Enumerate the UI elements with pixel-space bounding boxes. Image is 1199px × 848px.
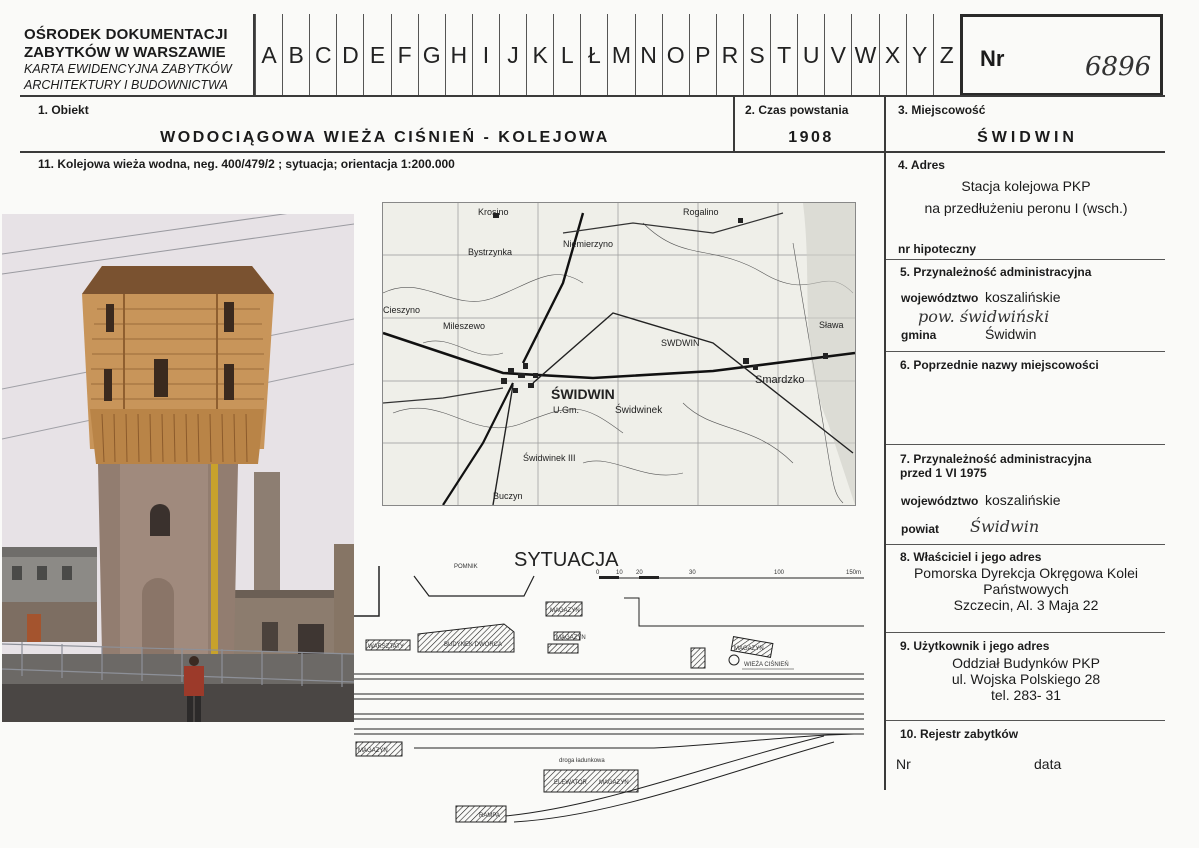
admin75-label-1: 7. Przynależność administracyjna	[900, 452, 1092, 466]
institution-name-line2: ZABYTKÓW W WARSZAWIE	[24, 44, 226, 61]
building-label: ELEWATOR	[554, 780, 587, 786]
building-label: MAGAZYN	[734, 646, 764, 652]
alphabet-letter: R	[716, 14, 743, 96]
illustration-caption: 11. Kolejowa wieża wodna, neg. 400/479/2 ; sytuacja; orientacja 1:200.000	[38, 157, 455, 171]
header-bottom-rule	[20, 95, 1165, 97]
rule-9	[886, 720, 1165, 721]
hipoteczny-label: nr hipoteczny	[898, 242, 977, 256]
rejestr-nr: Nr	[896, 756, 911, 772]
wlasciciel-line2: Państwowych	[983, 581, 1069, 597]
alphabet-letter: P	[689, 14, 716, 96]
building-label: WARSZTATY	[368, 644, 404, 650]
alphabet-letter: M	[607, 14, 634, 96]
pomnik-label: POMNIK	[454, 564, 478, 570]
miejscowosc-value: ŚWIDWIN	[977, 129, 1078, 146]
wlasciciel-label: 8. Właściciel i jego adres	[900, 550, 1042, 564]
water-tower-label: WIEŻA CIŚNIEŃ	[744, 662, 789, 668]
alphabet-letter: D	[336, 14, 363, 96]
wlasciciel-line1: Pomorska Dyrekcja Okręgowa Kolei	[913, 565, 1139, 581]
alphabet-letter: I	[472, 14, 499, 96]
road-label: droga ładunkowa	[559, 758, 605, 764]
gmina-label: gmina	[901, 328, 937, 342]
alphabet-letter: N	[635, 14, 662, 96]
alphabet-letter: E	[363, 14, 390, 96]
gmina-value: Świdwin	[985, 326, 1037, 342]
building-label: MAGAZYN	[556, 635, 586, 641]
alphabet-letter: F	[391, 14, 418, 96]
scale-tick: 10	[616, 570, 623, 576]
alphabet-letter: A	[255, 14, 282, 96]
building-label: MAGAZYN	[599, 780, 629, 786]
row1-bottom-rule	[20, 151, 1165, 153]
divider-header	[253, 14, 255, 96]
situation-title: SYTUACJA	[514, 549, 619, 571]
map-label: Cieszyno	[383, 305, 421, 315]
woj75-label: województwo	[901, 494, 979, 508]
scale-tick: 100	[774, 570, 785, 576]
rule-5	[886, 351, 1165, 352]
czas-label: 2. Czas powstania	[745, 103, 849, 117]
rule-6	[886, 444, 1165, 445]
alphabet-letter: U	[797, 14, 824, 96]
alphabet-letter: Y	[906, 14, 933, 96]
alphabet-letter: Ł	[580, 14, 607, 96]
wojewodztwo-value: koszalińskie	[985, 289, 1061, 305]
adres-line2: na przedłużeniu peronu I (wsch.)	[924, 200, 1128, 216]
miejscowosc-label: 3. Miejscowość	[898, 103, 986, 117]
map-label: Smardzko	[755, 374, 805, 386]
wlasciciel-line3: Szczecin, Al. 3 Maja 22	[953, 597, 1099, 613]
powiat75-value: Świdwin	[970, 517, 1040, 536]
tower-photo	[2, 214, 354, 722]
scale-tick: 0	[596, 570, 600, 576]
map-label: Mileszewo	[443, 321, 486, 331]
poprzednie-label: 6. Poprzednie nazwy miejscowości	[900, 358, 1099, 372]
alphabet-letter: H	[445, 14, 472, 96]
rejestr-data: data	[1034, 756, 1062, 772]
wojewodztwo-label: województwo	[901, 291, 979, 305]
map-label: SWDWIN	[661, 338, 700, 348]
card-type-line1: KARTA EWIDENCYJNA ZABYTKÓW	[24, 62, 232, 76]
building-label: MAGAZYN	[358, 748, 388, 754]
scale-tick: 30	[689, 570, 696, 576]
divider-obiekt-czas	[733, 95, 735, 153]
alphabet-letter: W	[851, 14, 878, 96]
alphabet-index	[255, 14, 960, 96]
alphabet-letter: V	[824, 14, 851, 96]
building-label: MAGAZYN	[550, 608, 580, 614]
rule-8	[886, 632, 1165, 633]
admin-label: 5. Przynależność administracyjna	[900, 265, 1092, 279]
map-label: Świdwinek III	[523, 453, 576, 463]
obiekt-value: WODOCIĄGOWA WIEŻA CIŚNIEŃ - KOLEJOWA	[160, 129, 610, 146]
admin75-label-2: przed 1 VI 1975	[900, 466, 987, 480]
map-label: U.Gm.	[553, 405, 579, 415]
record-number-label: Nr	[980, 46, 1005, 71]
record-number-value: 6896	[1085, 52, 1152, 82]
alphabet-letter: B	[282, 14, 309, 96]
map-label: Sława	[819, 320, 844, 330]
orientation-map	[382, 202, 856, 506]
rejestr-label: 10. Rejestr zabytków	[900, 727, 1019, 741]
alphabet-letter: X	[879, 14, 906, 96]
adres-line1: Stacja kolejowa PKP	[961, 178, 1091, 194]
building-label: RAMPA	[479, 813, 500, 819]
map-label: Niemierzyno	[563, 239, 614, 249]
map-label: Bystrzynka	[468, 247, 513, 257]
card-type-line2: ARCHITEKTURY I BUDOWNICTWA	[24, 78, 228, 92]
alphabet-letter: K	[526, 14, 553, 96]
uzytkownik-line1: Oddział Budynków PKP	[952, 655, 1100, 671]
powiat75-label: powiat	[901, 522, 939, 536]
rule-7	[886, 544, 1165, 545]
czas-value: 1908	[788, 129, 834, 146]
alphabet-letter: C	[309, 14, 336, 96]
alphabet-letter: L	[553, 14, 580, 96]
obiekt-label: 1. Obiekt	[38, 103, 89, 117]
alphabet-letter: J	[499, 14, 526, 96]
powiat-handwritten: pow. świdwiński	[918, 307, 1050, 326]
right-column-divider	[884, 95, 886, 790]
alphabet-letter: T	[770, 14, 797, 96]
alphabet-letter: O	[662, 14, 689, 96]
alphabet-letter: Z	[933, 14, 960, 96]
adres-label: 4. Adres	[898, 158, 945, 172]
map-label: Rogalino	[683, 207, 719, 217]
scale-tick: 150m	[846, 570, 862, 576]
map-label: ŚWIDWIN	[551, 386, 615, 402]
building-label: BUDYNEK DWORCA	[444, 642, 503, 648]
uzytkownik-line3: tel. 283- 31	[990, 687, 1062, 703]
alphabet-letter: S	[743, 14, 770, 96]
woj75-value: koszalińskie	[985, 492, 1061, 508]
situation-plan	[354, 536, 864, 842]
map-label: Buczyn	[493, 491, 523, 501]
scale-tick: 20	[636, 570, 643, 576]
uzytkownik-label: 9. Użytkownik i jego adres	[900, 639, 1050, 653]
rule-4	[886, 259, 1165, 260]
map-label: Świdwinek	[615, 405, 663, 416]
institution-name-line1: OŚRODEK DOKUMENTACJI	[24, 26, 228, 43]
uzytkownik-line2: ul. Wojska Polskiego 28	[951, 671, 1101, 687]
map-label: Krosino	[478, 207, 509, 217]
alphabet-letter: G	[418, 14, 445, 96]
